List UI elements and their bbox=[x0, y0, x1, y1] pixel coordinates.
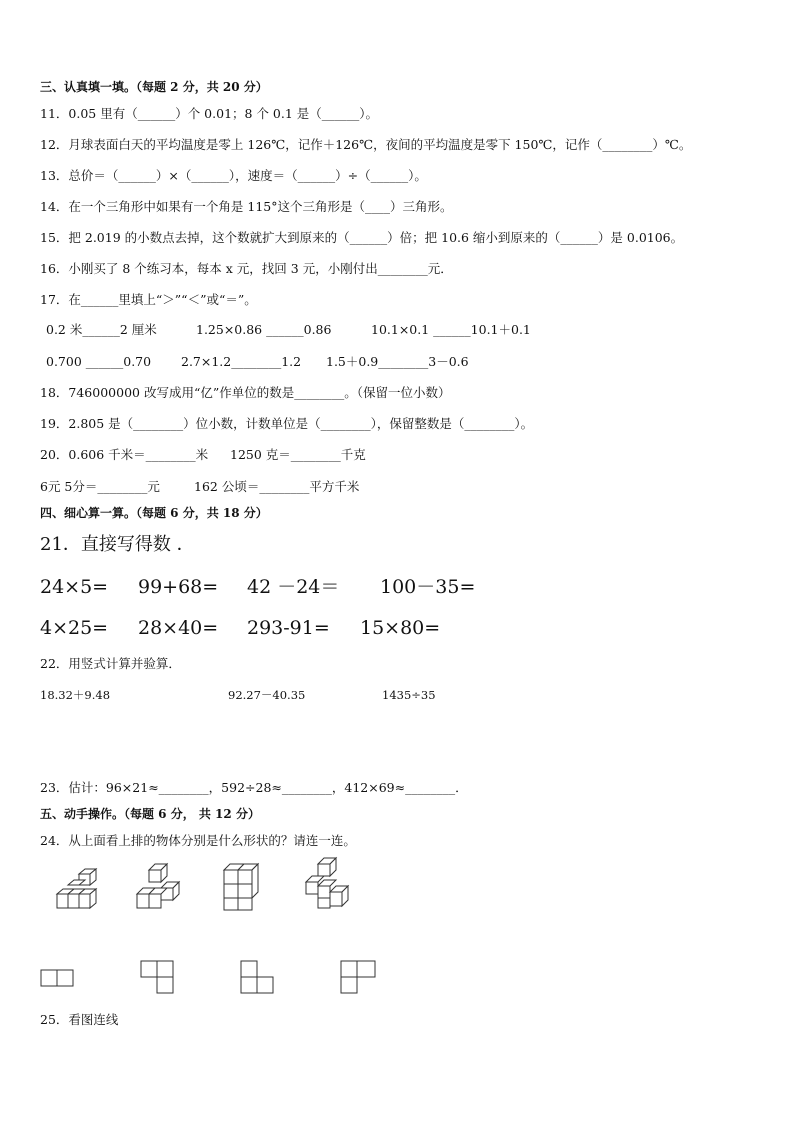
conversion-item: 6元 5分＝________元 bbox=[40, 479, 160, 494]
mental-math-item: 99+68= bbox=[138, 576, 219, 598]
vertical-calc-item: 1435÷35 bbox=[382, 688, 436, 702]
question-11: 11．0.05 里有（______）个 0.01；8 个 0.1 是（______）。 bbox=[40, 106, 379, 121]
conversion-item: 20．0.606 千米＝________米 bbox=[40, 447, 209, 462]
vertical-calc-item: 92.27－40.35 bbox=[228, 688, 306, 702]
vertical-calc-item: 18.32＋9.48 bbox=[40, 688, 111, 702]
question-23: 23．估计：96×21≈________，592÷28≈________，412×69≈________． bbox=[40, 780, 468, 795]
question-25: 25．看图连线 bbox=[40, 1012, 119, 1027]
mental-math-item: 28×40= bbox=[138, 617, 219, 639]
mental-math-item: 100－35= bbox=[380, 576, 476, 598]
cube-figure-1 bbox=[55, 868, 107, 912]
conversion-item: 1250 克＝________千克 bbox=[230, 447, 366, 462]
compare-item: 1.25×0.86 ______0.86 bbox=[196, 322, 332, 337]
section-three-heading: 三、认真填一填。（每题 2 分，共 20 分） bbox=[40, 80, 268, 94]
compare-item: 10.1×0.1 ______10.1＋0.1 bbox=[371, 322, 531, 337]
cube-figure-3 bbox=[218, 862, 270, 912]
question-22-title: 22．用竖式计算并验算． bbox=[40, 656, 181, 671]
conversion-item: 162 公顷＝________平方千米 bbox=[194, 479, 360, 494]
question-21-title: 21．直接写得数 ． bbox=[40, 534, 195, 555]
section-five-heading: 五、动手操作。（每题 6 分， 共 12 分） bbox=[40, 807, 260, 821]
top-view-shape-1 bbox=[40, 968, 76, 988]
mental-math-item: 24×5= bbox=[40, 576, 109, 598]
compare-item: 1.5＋0.9________3－0.6 bbox=[326, 354, 469, 369]
question-18: 18．746000000 改写成用“亿”作单位的数是________。（保留一位小数） bbox=[40, 385, 451, 400]
compare-item: 0.700 ______0.70 bbox=[46, 354, 152, 369]
mental-math-item: 15×80= bbox=[360, 617, 441, 639]
question-13: 13．总价＝（______）×（______），速度＝（______）÷（______）。 bbox=[40, 168, 427, 183]
question-17: 17．在______里填上“＞”“＜”或“＝”。 bbox=[40, 292, 257, 307]
mental-math-item: 293-91= bbox=[247, 617, 330, 639]
question-14: 14．在一个三角形中如果有一个角是 115°这个三角形是（____）三角形。 bbox=[40, 199, 453, 214]
question-19: 19．2.805 是（________）位小数，计数单位是（________），保留整数是（________）。 bbox=[40, 416, 534, 431]
compare-item: 2.7×1.2________1.2 bbox=[181, 354, 302, 369]
mental-math-item: 4×25= bbox=[40, 617, 109, 639]
top-view-shape-3 bbox=[240, 960, 276, 996]
question-24: 24．从上面看上排的物体分别是什么形状的？请连一连。 bbox=[40, 833, 356, 848]
top-view-shape-4 bbox=[340, 960, 378, 996]
cube-figure-2 bbox=[135, 860, 187, 912]
top-view-shape-2 bbox=[140, 960, 176, 996]
cube-figure-4 bbox=[300, 856, 356, 912]
mental-math-item: 42 －24＝ bbox=[247, 576, 340, 598]
question-16: 16．小刚买了 8 个练习本，每本 x 元，找回 3 元，小刚付出________元． bbox=[40, 261, 453, 276]
section-four-heading: 四、细心算一算。（每题 6 分，共 18 分） bbox=[40, 506, 268, 520]
question-15: 15．把 2.019 的小数点去掉，这个数就扩大到原来的（______）倍；把 10.6 缩小到原来的（______）是 0.0106。 bbox=[40, 230, 684, 245]
question-12: 12．月球表面白天的平均温度是零上 126℃，记作＋126℃，夜间的平均温度是零下 150℃，记作（________）℃。 bbox=[40, 137, 692, 152]
compare-item: 0.2 米______2 厘米 bbox=[46, 322, 157, 337]
